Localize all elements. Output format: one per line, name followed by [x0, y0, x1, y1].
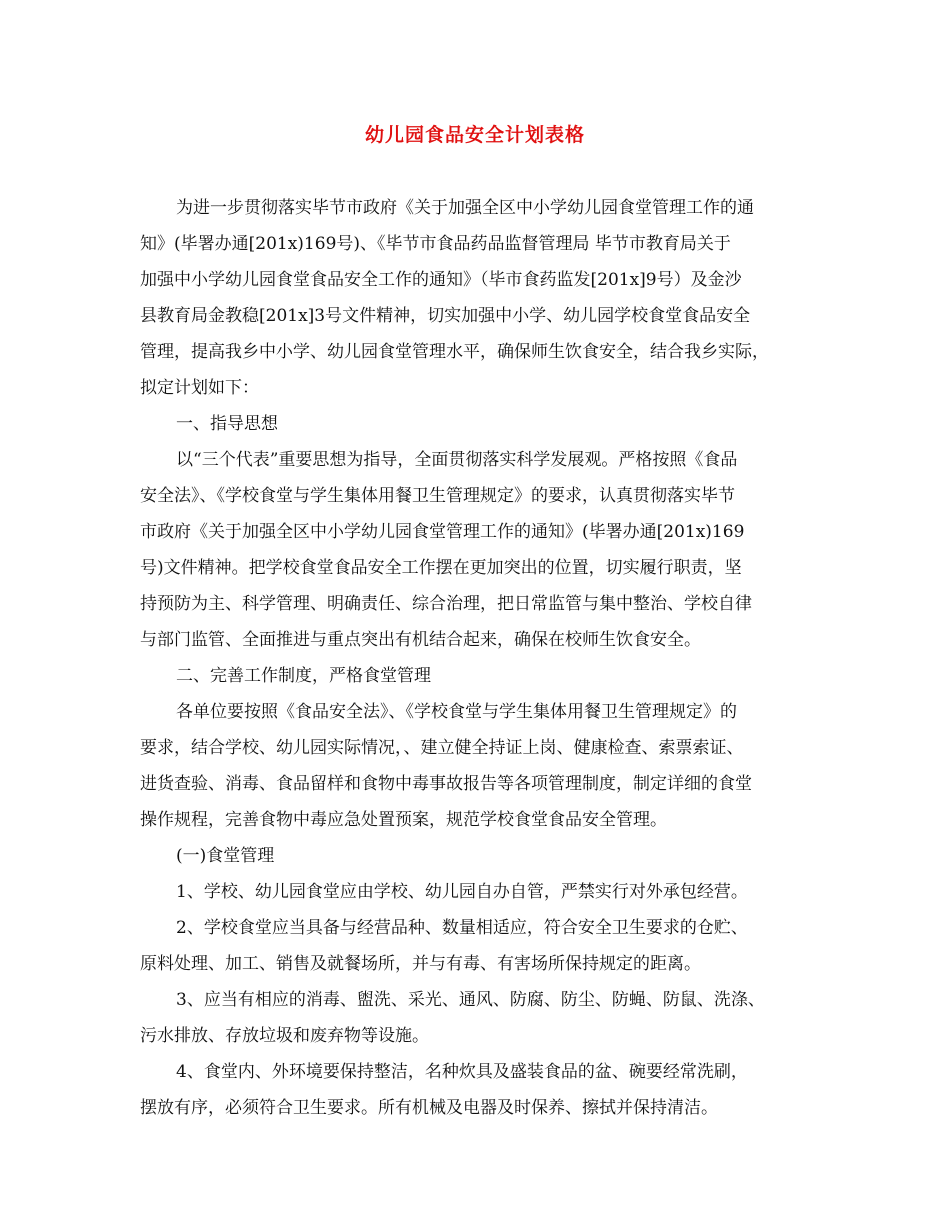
text-line: 要求，结合学校、幼儿园实际情况，、建立健全持证上岗、健康检查、索票索证、: [140, 738, 744, 758]
text-line: 操作规程，完善食物中毒应急处置预案，规范学校食堂食品安全管理。: [140, 810, 667, 830]
text-line: 加强中小学幼儿园食堂食品安全工作的通知》（毕市食药监发[201x]9号）及金沙: [140, 270, 742, 290]
text-line: 各单位要按照《食品安全法》、《学校食堂与学生集体用餐卫生管理规定》的: [176, 702, 737, 722]
text-line: 管理，提高我乡中小学、幼儿园食堂管理水平，确保师生饮食安全，结合我乡实际，: [140, 342, 769, 362]
text-line: 2、学校食堂应当具备与经营品种、数量相适应，符合安全卫生要求的仓贮、: [176, 918, 748, 938]
document-title: 幼儿园食品安全计划表格: [364, 124, 585, 146]
text-line: 县教育局金教稳[201x]3号文件精神，切实加强中小学、幼儿园学校食堂食品安全: [140, 306, 751, 326]
text-line: 与部门监管、全面推进与重点突出有机结合起来，确保在校师生饮食安全。: [140, 630, 701, 650]
text-line: 原料处理、加工、销售及就餐场所，并与有毒、有害场所保持规定的距离。: [140, 954, 701, 974]
text-line: 摆放有序，必须符合卫生要求。所有机械及电器及时保养、擦拭并保持清洁。: [140, 1098, 718, 1118]
text-line: 污水排放、存放垃圾和废弃物等设施。: [140, 1026, 429, 1046]
text-line: 号)文件精神。把学校食堂食品安全工作摆在更加突出的位置，切实履行职责，坚: [140, 558, 742, 578]
text-line: 1、学校、幼儿园食堂应由学校、幼儿园自办自管，严禁实行对外承包经营。: [176, 882, 748, 902]
document-body: [140, 190, 826, 1126]
text-line: 市政府《关于加强全区中小学幼儿园食堂管理工作的通知》(毕署办通[201x)169: [140, 522, 745, 542]
text-line: 一、指导思想: [176, 414, 278, 434]
text-line: 持预防为主、科学管理、明确责任、综合治理，把日常监管与集中整治、学校自律: [140, 594, 752, 614]
text-line: 4、食堂内、外环境要保持整洁，名种炊具及盛装食品的盆、碗要经常洗刷，: [176, 1062, 748, 1082]
text-line: 以“三个代表”重要思想为指导，全面贯彻落实科学发展观。严格按照《食品: [176, 450, 738, 470]
text-line: 二、完善工作制度，严格食堂管理: [176, 666, 431, 686]
text-line: 为进一步贯彻落实毕节市政府《关于加强全区中小学幼儿园食堂管理工作的通: [176, 198, 754, 218]
text-line: 安全法》、《学校食堂与学生集体用餐卫生管理规定》的要求，认真贯彻落实毕节: [140, 486, 735, 506]
text-line: 拟定计划如下：: [140, 378, 259, 398]
text-line: 进货查验、消毒、食品留样和食物中毒事故报告等各项管理制度，制定详细的食堂: [140, 774, 752, 794]
text-line: 3、应当有相应的消毒、盥洗、采光、通风、防腐、防尘、防蝇、防鼠、洗涤、: [176, 990, 765, 1010]
text-line: (一)食堂管理: [176, 846, 275, 866]
text-line: 知》(毕署办通[201x)169号)、《毕节市食品药品监督管理局 毕节市教育局关于: [140, 234, 731, 254]
